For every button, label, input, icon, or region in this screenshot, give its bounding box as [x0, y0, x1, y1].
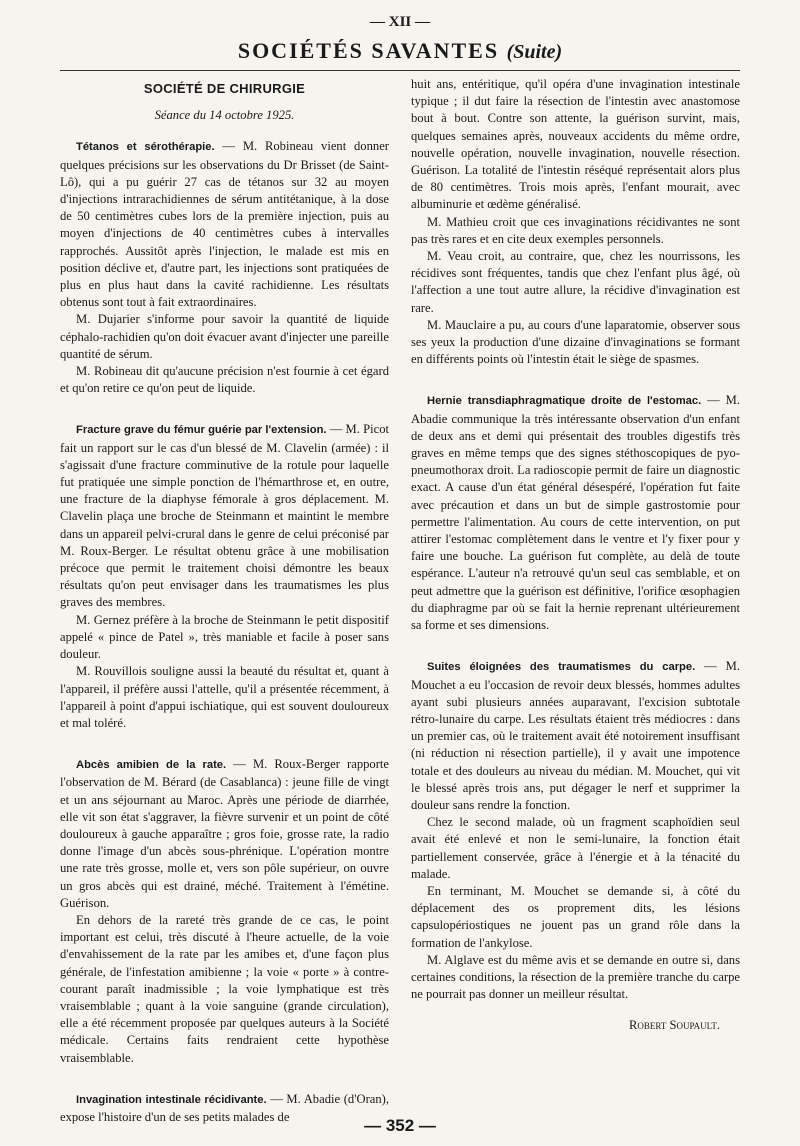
author-signature: Robert Soupault. — [628, 1018, 720, 1033]
tetanos-paragraph-1: Tétanos et sérothérapie. — M. Robineau vient donner quelques précisions sur les observations du Dr Brisset (de Saint-Lô), qui a pu guérir 27 cas de tétanos sur 32 au moyen d'injections intrarachidiennes de sérum antitétanique, à la dose de 50 centimètres cubes lors de la première injection, puis au moyen d'injections de 40 centimètres cubes à intervalles rapprochés. Aussitôt après l'injection, le malade est mis en position déclive et, d'autre part, les injections sont pratiquées de plus en plus haut dans la cavité rachidienne. Les résultats obtenus sont tout à fait extraordinaires. — [60, 139, 389, 310]
masthead-title: SOCIÉTÉS SAVANTES — [237, 38, 500, 63]
invagination-title: Invagination intestinale récidivante. — [76, 1093, 267, 1106]
seance-date: Séance du 14 octobre 1925. — [154, 108, 295, 123]
fracture-paragraph-2: M. Gernez préfère à la broche de Steinmann le petit dispositif appelé « pince de Patel », très maniable et facile à poser sans douleur. — [60, 612, 389, 662]
left-column — [60, 76, 389, 1124]
masthead — [0, 38, 800, 64]
tetanos-paragraph-3: M. Robineau dit qu'aucune précision n'est fournie à cet égard et qu'on retire ce qu'on peut de liquide. — [60, 364, 389, 396]
page-number-bottom: — 352 — — [364, 1116, 436, 1135]
masthead-suite: (Suite) — [506, 41, 563, 63]
abces-title: Abcès amibien de la rate. — [76, 759, 227, 772]
fracture-title: Fracture grave du fémur guérie par l'extension. — [76, 424, 327, 437]
hernie-paragraph-1: Hernie transdiaphragmatique droite de l'estomac. — M. Abadie communique la très intéressante observation d'un enfant de deux ans et demi qui présentait des troubles digestifs très graves en même temps que des signes stéthoscopiques de pyo-pneumothorax droit. La radioscopie permit de faire un diagnostic exact. A cause d'un état général désespéré, l'opération fut faite avec précaution et dans un but de simple gastrostomie pour permettre l'alimentation. Au cours de cette intervention, on put attirer l'estomac complètement dans le ventre et l'y fixer pour y faire une bouche. La guérison fut complète, au delà de toute espérance. L'auteur n'a retrouvé qu'un seul cas semblable, et on peut admettre que la guérison est définitive, l'orifice œsophagien du diaphragme par où se fait la hernie reprenant ultérieurement sa forme et ses dimensions. — [411, 393, 740, 633]
tetanos-title: Tétanos et sérothérapie. — [76, 141, 215, 154]
section-title: SOCIÉTÉ DE CHIRURGIE — [143, 81, 306, 96]
abces-paragraph-2: En dehors de la rareté très grande de ce cas, le point important est celui, très discuté à l'heure actuelle, de la voie d'envahissement de la rate par les amibes et, d'une façon plus générale, de l'infestation amibienne ; la voie « porte » à contre-courant paraît inadmissible ; la voie lymphatique est très vraisemblable ; quant à la voie sanguine (grande circulation), elle a été récemment proposée par quelques auteurs à la Société médicale. Certains faits rendraient cette hypothèse vraisemblable. — [60, 912, 389, 1065]
suites-paragraph-2: Chez le second malade, où un fragment scaphoïdien seul avait été enlevé et non le semi-lunaire, la fonction était partiellement conservée, grâce à l'énergie et à la ténacité du malade. — [411, 815, 740, 881]
masthead-rule — [60, 70, 740, 71]
invagination-paragraph-2: M. Mathieu croit que ces invaginations récidivantes ne sont pas très rares et en cite deux exemples personnels. — [411, 214, 740, 246]
invagination-paragraph-4: M. Mauclaire a pu, au cours d'une laparatomie, observer sous ses yeux la production d'une dizaine d'invaginations se formant en différents points où l'intestin était le siège de spasmes. — [411, 317, 740, 367]
abces-paragraph-1: Abcès amibien de la rate. — M. Roux-Berger rapporte l'observation de M. Bérard (de Casablanca) : jeune fille de vingt et un ans séjournant au Maroc. Après une période de diarrhée, elle vit son état s'aggraver, la fièvre survenir et un point de côté douloureux à gauche apparaître ; gros foie, grosse rate, la radio donne l'image d'un abcès sous-phrénique. L'opération montre une rate très grosse, molle et, vers son pôle supérieur, on ouvre un gros abcès qui est drainé, méché. Traitement à l'émétine. Guérison. — [60, 757, 389, 910]
tetanos-paragraph-2: M. Dujarier s'informe pour savoir la quantité de liquide céphalo-rachidien qu'on doit évacuer avant d'injecter une pareille quantité de sérum. — [60, 312, 389, 361]
invagination-paragraph-3: M. Veau croit, au contraire, que, chez les nourrissons, les récidives sont fréquentes, tandis que chez l'enfant plus âgé, où l'affection a une tout autre allure, la récidive d'invagination est rare. — [411, 249, 740, 315]
fracture-paragraph-3: M. Rouvillois souligne aussi la beauté du résultat et, quant à l'appareil, il préfère aussi l'attelle, qu'il a présentée récemment, à l'appareil à point d'appui ischiatique, qui est souvent douloureux et mal toléré. — [60, 664, 389, 730]
right-column — [411, 76, 740, 1106]
suites-paragraph-4: M. Alglave est du même avis et se demande en outre si, dans certaines conditions, la résection de la première tranche du carpe ne pourrait pas donner un meilleur résultat. — [411, 952, 740, 1002]
suites-paragraph-1: Suites éloignées des traumatismes du carpe. — M. Mouchet a eu l'occasion de revoir deux blessés, hommes adultes ayant subi plusieurs années auparavant, l'excision subtotale rétro-lunaire du carpe. Les résultats étaient très médiocres : dans un premier cas, où le traitement avait été notoirement insuffisant (ni réduction ni résection partielle), il y avait une impotence totale et des douleurs au niveau du médian. M. Mouchet, qui vit le blessé après trois ans, put dégager le nerf et supprimer la douleur sans rendre la fonction. — [411, 659, 740, 812]
invagination-paragraph-1-cont: huit ans, entéritique, qu'il opéra d'une invagination intestinale typique ; il dut faire la résection de l'intestin avec anastomose bout à bout. Contre son attente, la guérison survint, mais, quelques semaines après, nouveaux accidents du même ordre, nouvelle opération, nouvelle invagination, nouvelle résection. Guérison. La totalité de l'intestin réséqué représentait alors plus de 80 centimètres. Trois mois après, l'enfant mourait, avec albuminurie et œdème généralisé. — [411, 77, 740, 212]
suites-paragraph-3: En terminant, M. Mouchet se demande si, à côté du déplacement des os proprement dits, les lésions capsulopériostiques ne jouent pas un grand rôle dans la formation de l'ankylose. — [411, 883, 740, 950]
article-columns — [60, 76, 740, 1124]
suites-title: Suites éloignées des traumatismes du carpe. — [427, 661, 696, 674]
invagination-paragraph-1: Invagination intestinale récidivante. — M. Abadie (d'Oran), expose l'histoire d'un de ses petits malades de — [60, 1091, 389, 1124]
fracture-paragraph-1: Fracture grave du fémur guérie par l'extension. — M. Picot fait un rapport sur le cas d'un blessé de M. Clavelin (armée) : il s'agissait d'une fracture comminutive de la rotule pour laquelle fut pratiquée une simple ponction de l'hémarthrose et, en outre, une fracture de la diaphyse fémorale à gros déplacement. M. Clavelin plaça une broche de Steinmann et maintint le membre dans un appareil pelvi-crural dans le genre de celui préconisé par M. Roux-Berger. Le résultat obtenu grâce à une mobilisation précoce que permit le traitement choisi démontre les beaux résultats qu'on peut envisager dans les traumatismes les plus graves des membres. — [60, 422, 389, 610]
hernie-title: Hernie transdiaphragmatique droite de l'estomac. — [427, 395, 702, 408]
page-number-top: — XII — — [369, 14, 430, 30]
